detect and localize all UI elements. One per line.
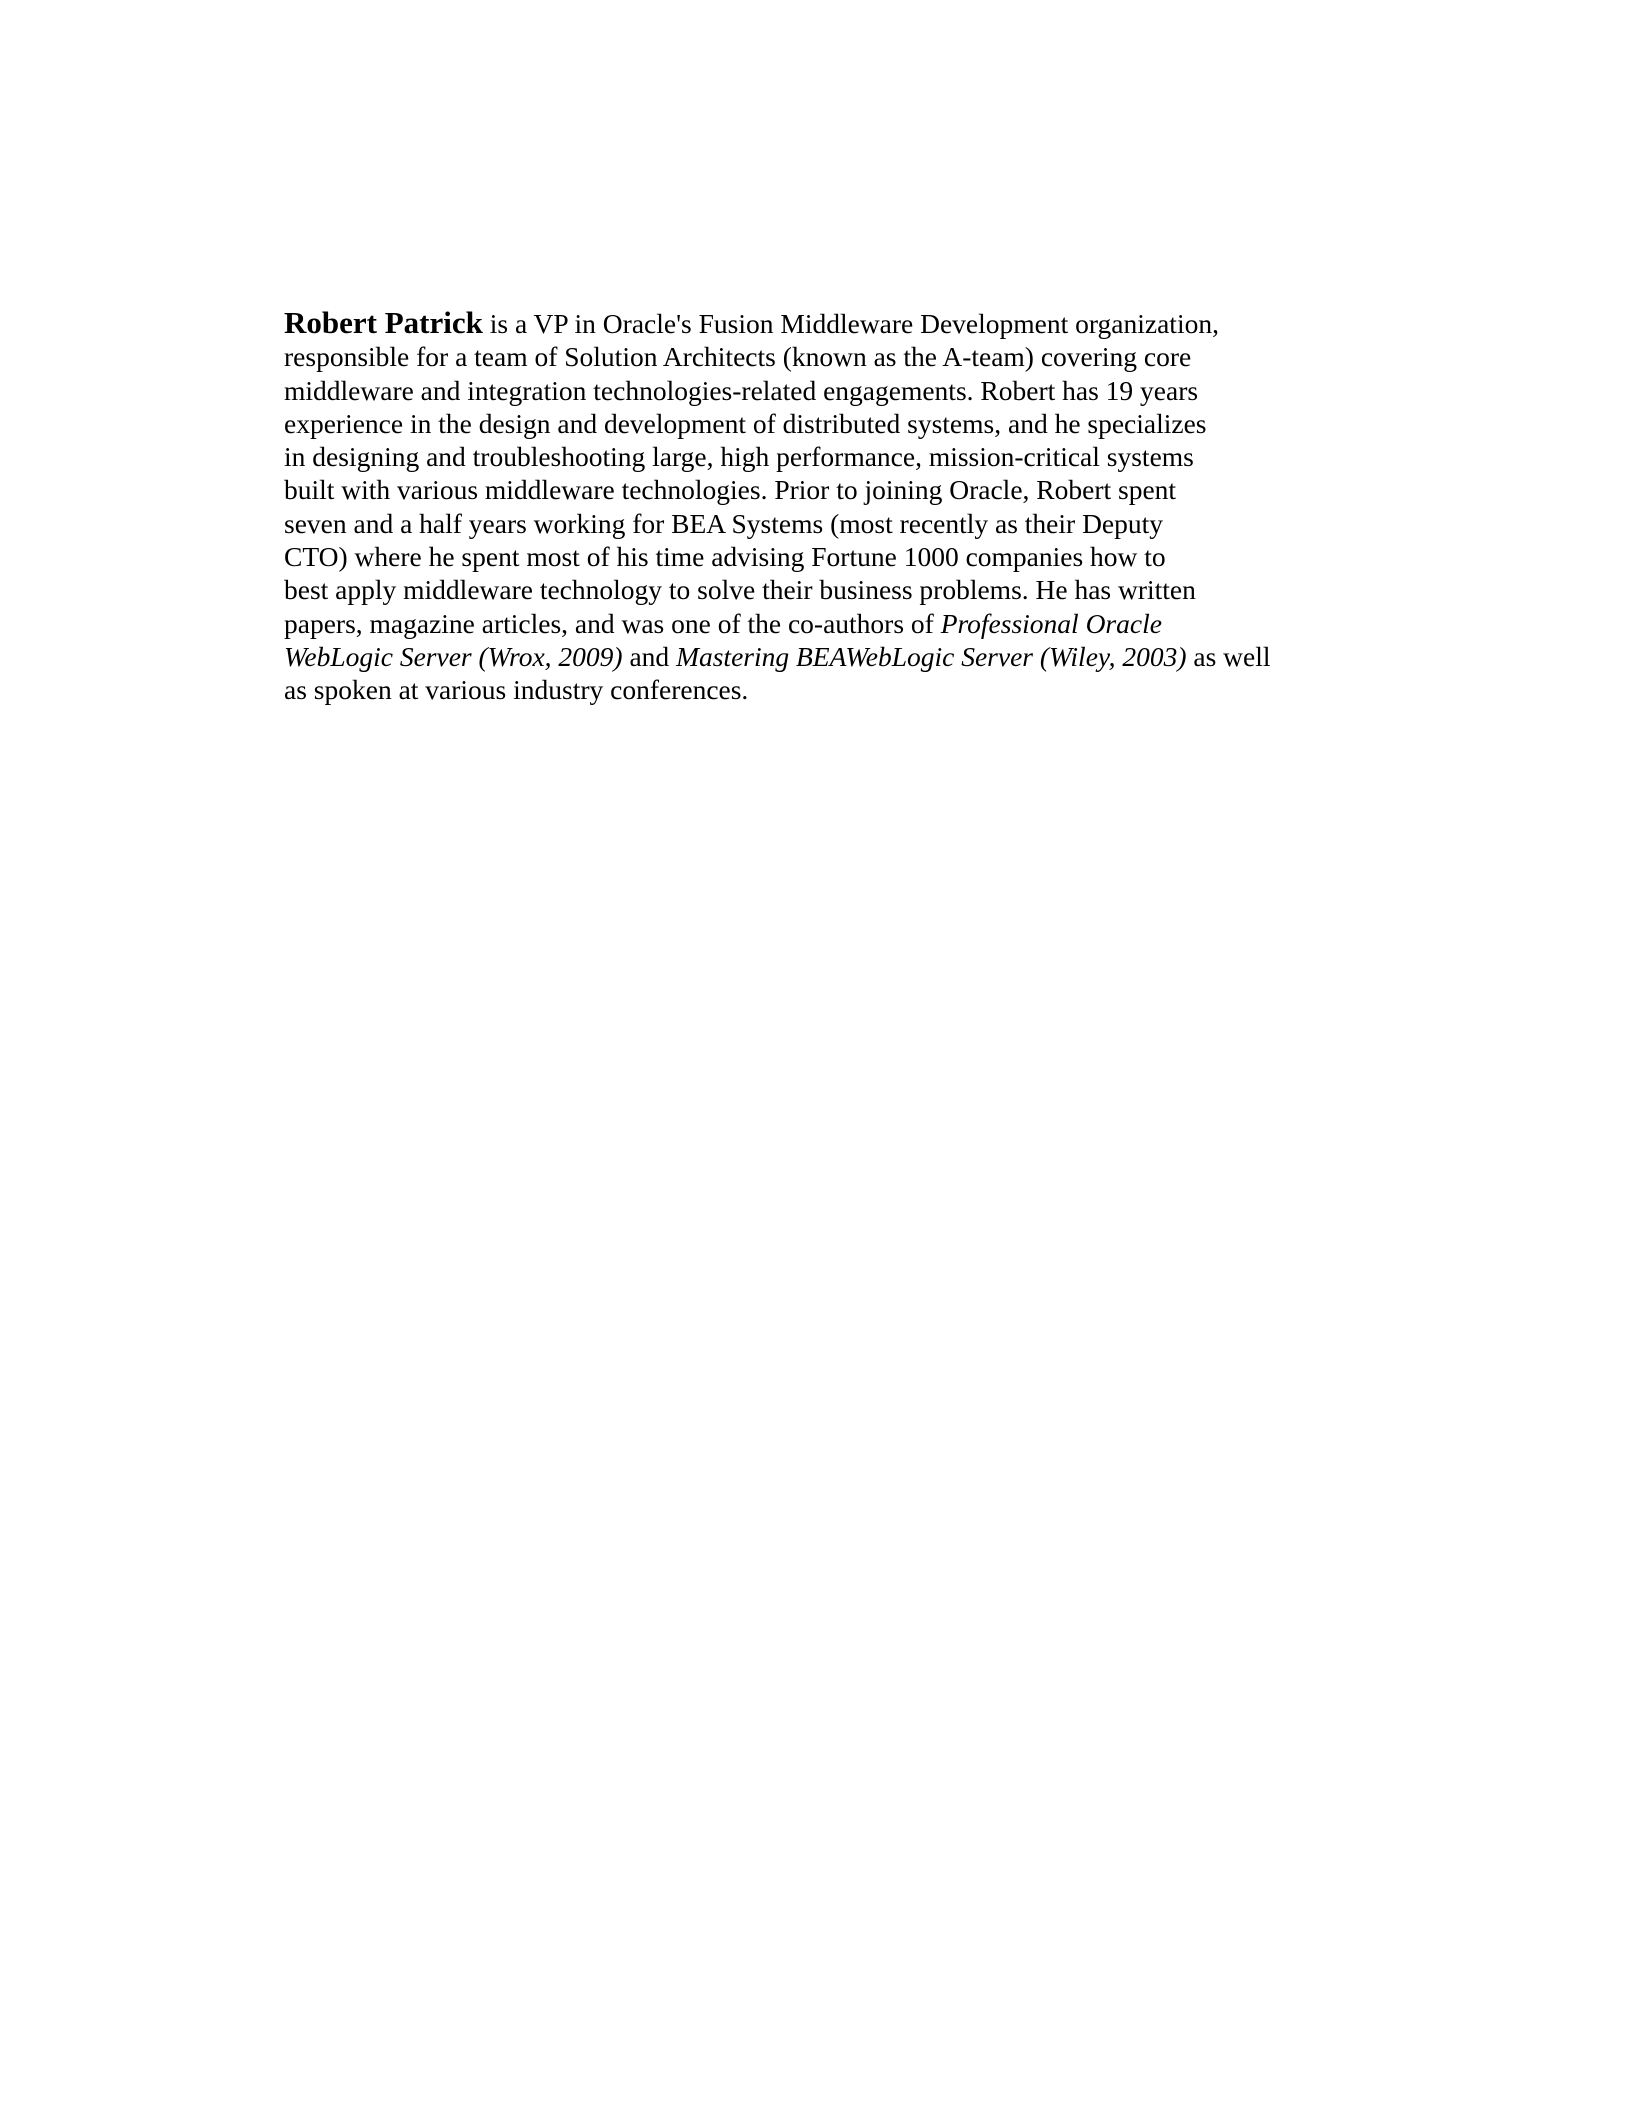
bio-line: middleware and integration technologies-related engagements. Robert has 19 years [284, 374, 1199, 406]
book-title: Mastering BEAWebLogic Server (Wiley, 2003) [676, 640, 1187, 672]
bio-line: Robert Patrick is a VP in Oracle's Fusion Middleware Development organization, [284, 305, 1219, 340]
bio-line: in designing and troubleshooting large, high performance, mission-critical systems [284, 441, 1194, 473]
bio-line: built with various middleware technologies. Prior to joining Oracle, Robert spent [284, 474, 1177, 506]
book-title: Professional Oracle [940, 607, 1162, 639]
bio-line: WebLogic Server (Wrox, 2009) and Mastering BEAWebLogic Server (Wiley, 2003) as well [284, 640, 1271, 672]
bio-line: best apply middleware technology to solve their business problems. He has written [284, 574, 1196, 606]
book-title: WebLogic Server (Wrox, 2009) [284, 640, 623, 672]
bio-line: as spoken at various industry conferences. [284, 674, 749, 706]
author-bio [284, 306, 1344, 707]
bio-line: experience in the design and development of distributed systems, and he specializes [284, 407, 1207, 439]
author-name: Robert Patrick [284, 305, 483, 340]
bio-line: seven and a half years working for BEA Systems (most recently as their Deputy [284, 507, 1164, 539]
bio-line: responsible for a team of Solution Architects (known as the A-team) covering core [284, 341, 1192, 373]
bio-line: CTO) where he spent most of his time advising Fortune 1000 companies how to [284, 541, 1166, 573]
bio-line: papers, magazine articles, and was one of the co-authors of Professional Oracle [284, 607, 1162, 639]
